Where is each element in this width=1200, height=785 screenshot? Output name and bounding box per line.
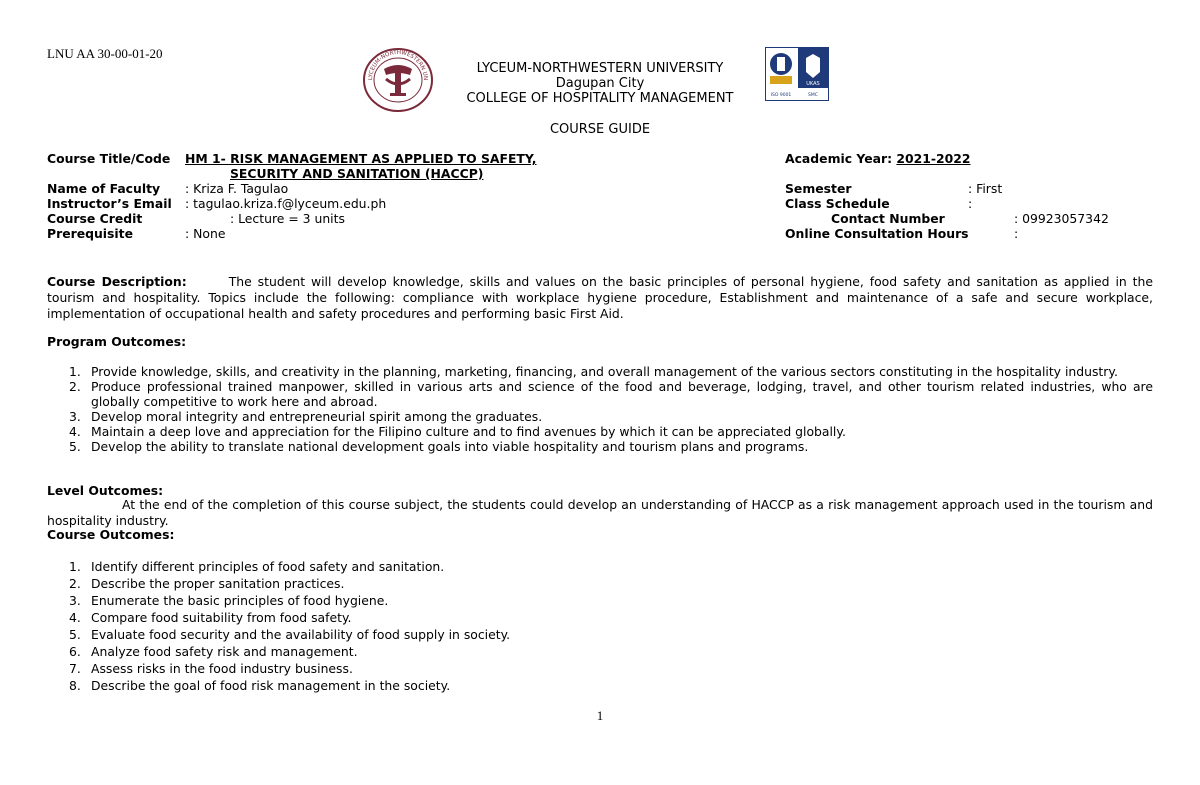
faculty-value: : Kriza F. Tagulao [185,181,289,196]
credit-label: Course Credit [47,211,143,226]
course-outcome-text: Identify different principles of food safety and sanitation. [91,559,445,574]
schedule-label: Class Schedule [785,196,890,211]
academic-year-label: Academic Year: [785,151,897,166]
list-item: 7. Assess risks in the food industry business. [69,661,353,676]
academic-year-value: 2021-2022 [896,151,971,166]
list-item: 2. Describe the proper sanitation practices. [69,576,345,591]
list-item: 1. Identify different principles of food safety and sanitation. [69,559,445,574]
program-outcome-text: Provide knowledge, skills, and creativity in the planning, marketing, financing, and overall management of the various sectors constituting in the hospitality industry. [91,364,1118,379]
list-item: 4. Compare food suitability from food safety. [69,610,352,625]
course-description-text: The student will develop knowledge, skills and values on the basic principles of personal hygiene, food safety and sanitation as applied in the tourism and hospitality. Topics include the following: compliance with workplace hygiene procedure, Establishment and maintenance of a safe and secure workplace, implementation of occupational health and safety procedures and performing basic First Aid. [47,274,1153,321]
course-outcome-text: Enumerate the basic principles of food hygiene. [91,593,389,608]
prerequisite-value: : None [185,226,226,241]
program-outcomes-list [47,364,1153,454]
prerequisite-label: Prerequisite [47,226,133,241]
ukas-label: UKAS [806,81,820,87]
email-value: : tagulao.kriza.f@lyceum.edu.ph [185,196,387,211]
list-item: 1. Provide knowledge, skills, and creativity in the planning, marketing, financing, and overall management of the various sectors constituting in the hospitality industry. [69,364,1118,379]
list-item: 5. Develop the ability to translate national development goals into viable hospitality and tourism plans and programs. [69,439,809,454]
course-title-label: Course Title/Code [47,151,171,166]
university-city: Dagupan City [555,76,645,91]
list-item: 4. Maintain a deep love and appreciation for the Filipino culture and to find avenues by which it can be appreciated globally. [69,424,846,439]
contact-value: : 09923057342 [1014,211,1109,226]
schedule-value: : [968,196,973,211]
page-title: COURSE GUIDE [549,122,651,137]
course-description-label: Course Description: [47,274,187,289]
faculty-label: Name of Faculty [47,181,161,196]
course-title-line1: HM 1- RISK MANAGEMENT AS APPLIED TO SAFETY, [185,151,537,166]
semester-label: Semester [785,181,852,196]
contact-label: Contact Number [831,211,945,226]
semester-value: : First [968,181,1003,196]
course-outcomes-list [47,558,1153,694]
program-outcome-text: Develop moral integrity and entrepreneurial spirit among the graduates. [91,409,543,424]
course-description [47,274,1153,322]
course-title-line2: SECURITY AND SANITATION (HACCP) [230,166,484,181]
course-outcomes-label: Course Outcomes: [47,527,175,542]
email-label: Instructor’s Email [47,196,172,211]
smc-label: SMC [808,93,818,98]
university-name: LYCEUM-NORTHWESTERN UNIVERSITY [476,61,724,76]
list-item: 2. Produce professional trained manpower, skilled in various arts and science of the food and beverage, lodging, travel, and other tourism related industries, who are globally competitive to work here and abroad. [69,379,1153,409]
course-outcome-text: Assess risks in the food industry business. [91,661,353,676]
consultation-value: : [1014,226,1019,241]
academic-year [785,151,971,166]
course-outcome-text: Analyze food safety risk and management. [91,644,358,659]
course-outcome-text: Evaluate food security and the availability of food supply in society. [91,627,511,642]
course-outcome-text: Describe the goal of food risk management in the society. [91,678,451,693]
seal-text: LYCEUM-NORTHWESTERN UN [367,49,429,81]
program-outcome-text: Produce professional trained manpower, skilled in various arts and science of the food and beverage, lodging, travel, and other tourism related industries, who are globally competitive to work here and abroad. [91,379,1153,409]
page-number: 1 [596,708,604,723]
credit-value: : Lecture = 3 units [230,211,345,226]
program-outcomes-label: Program Outcomes: [47,334,187,349]
university-header [400,61,800,106]
program-outcome-text: Develop the ability to translate national development goals into viable hospitality and tourism plans and programs. [91,439,809,454]
list-item: 6. Analyze food safety risk and management. [69,644,358,659]
iso-label: ISO 9001 [770,93,792,98]
college-name: COLLEGE OF HOSPITALITY MANAGEMENT [466,91,734,106]
course-outcome-text: Describe the proper sanitation practices. [91,576,345,591]
document-code: LNU AA 30-00-01-20 [47,46,163,61]
course-outcome-text: Compare food suitability from food safety. [91,610,352,625]
list-item: 8. Describe the goal of food risk management in the society. [69,678,451,693]
level-outcomes-text: At the end of the completion of this course subject, the students could develop an understanding of HACCP as a risk management approach used in the tourism and hospitality industry. [47,497,1153,528]
certification-logo [765,47,829,101]
list-item: 3. Enumerate the basic principles of food hygiene. [69,593,389,608]
list-item: 5. Evaluate food security and the availability of food supply in society. [69,627,511,642]
program-outcome-text: Maintain a deep love and appreciation for the Filipino culture and to find avenues by which it can be appreciated globally. [91,424,846,439]
consultation-label: Online Consultation Hours [785,226,969,241]
level-outcomes-label: Level Outcomes: [47,483,164,498]
list-item: 3. Develop moral integrity and entrepreneurial spirit among the graduates. [69,409,543,424]
